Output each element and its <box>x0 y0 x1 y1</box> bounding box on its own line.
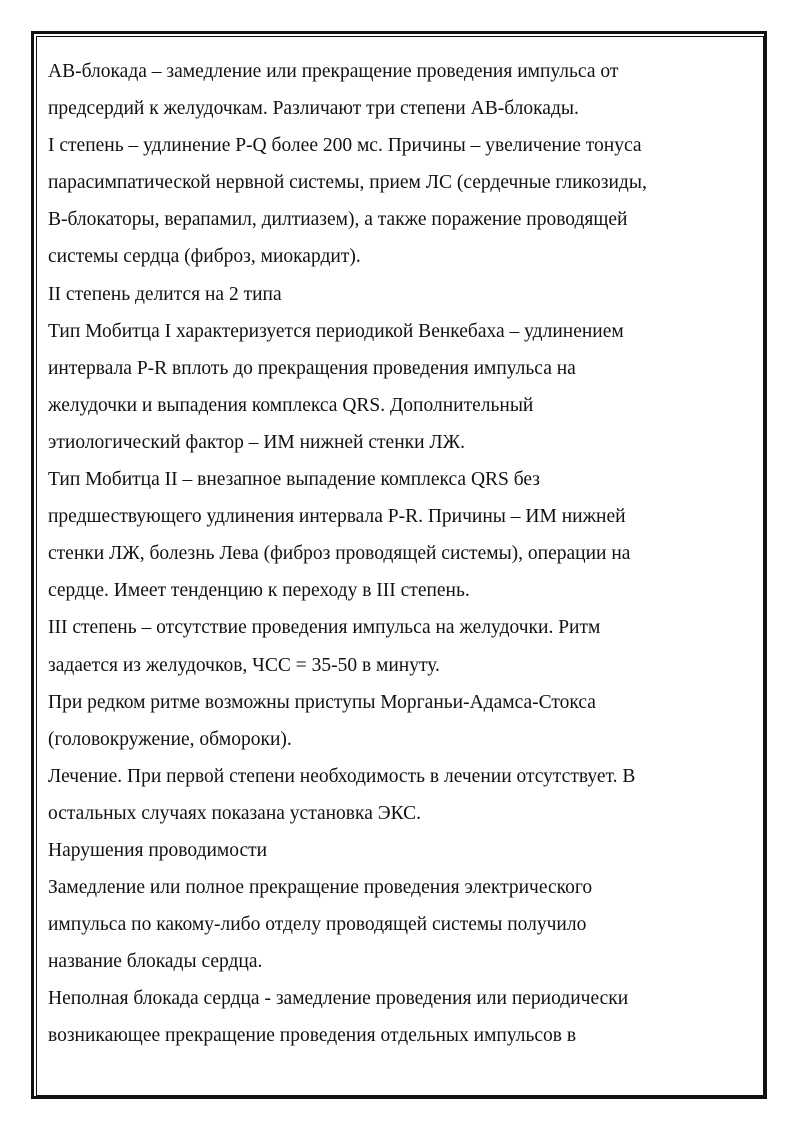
text-line: предшествующего удлинения интервала P-R. Причины – ИМ нижней <box>48 506 626 528</box>
text-line: В-блокаторы, верапамил, дилтиазем), а также поражение проводящей <box>48 209 628 231</box>
text-line: стенки ЛЖ, болезнь Лева (фиброз проводящей системы), операции на <box>48 543 631 565</box>
text-line: остальных случаях показана установка ЭКС. <box>48 802 421 824</box>
text-line: сердце. Имеет тенденцию к переходу в III степень. <box>48 580 470 602</box>
document-body <box>48 53 748 1055</box>
text-line: Нарушения проводимости <box>48 839 268 861</box>
text-line: (головокружение, обмороки). <box>48 728 292 750</box>
text-line: При редком ритме возможны приступы Морганьи-Адамса-Стокса <box>48 691 596 713</box>
text-line: АВ-блокада – замедление или прекращение проведения импульса от <box>48 61 619 82</box>
text-line: импульса по какому-либо отделу проводящей системы получило <box>48 914 587 936</box>
text-line: этиологический фактор – ИМ нижней стенки ЛЖ. <box>48 431 465 453</box>
text-line: Тип Мобитца I характеризуется периодикой Венкебаха – удлинением <box>48 320 624 342</box>
text-line: Замедление или полное прекращение проведения электрического <box>48 877 593 899</box>
text-line: название блокады сердца. <box>48 951 263 973</box>
text-line: Тип Мобитца II – внезапное выпадение комплекса QRS без <box>48 469 541 491</box>
text-line: интервала P-R вплоть до прекращения проведения импульса на <box>48 357 576 379</box>
text-line: желудочки и выпадения комплекса QRS. Дополнительный <box>48 394 534 416</box>
text-line: Лечение. При первой степени необходимость в лечении отсутствует. В <box>48 765 636 787</box>
text-line: I степень – удлинение P-Q более 200 мс. Причины – увеличение тонуса <box>48 135 642 157</box>
text-line: предсердий к желудочкам. Различают три степени АВ-блокады. <box>48 98 579 120</box>
text-line: системы сердца (фиброз, миокардит). <box>48 246 361 268</box>
text-line: парасимпатической нервной системы, прием ЛС (сердечные гликозиды, <box>48 172 647 194</box>
text-line: задается из желудочков, ЧСС = 35-50 в минуту. <box>48 654 440 676</box>
text-line: возникающее прекращение проведения отдельных импульсов в <box>48 1025 577 1047</box>
text-line: III степень – отсутствие проведения импульса на желудочки. Ритм <box>48 617 601 639</box>
text-line: II степень делится на 2 типа <box>48 283 282 305</box>
text-line: Неполная блокада сердца - замедление проведения или периодически <box>48 988 629 1010</box>
